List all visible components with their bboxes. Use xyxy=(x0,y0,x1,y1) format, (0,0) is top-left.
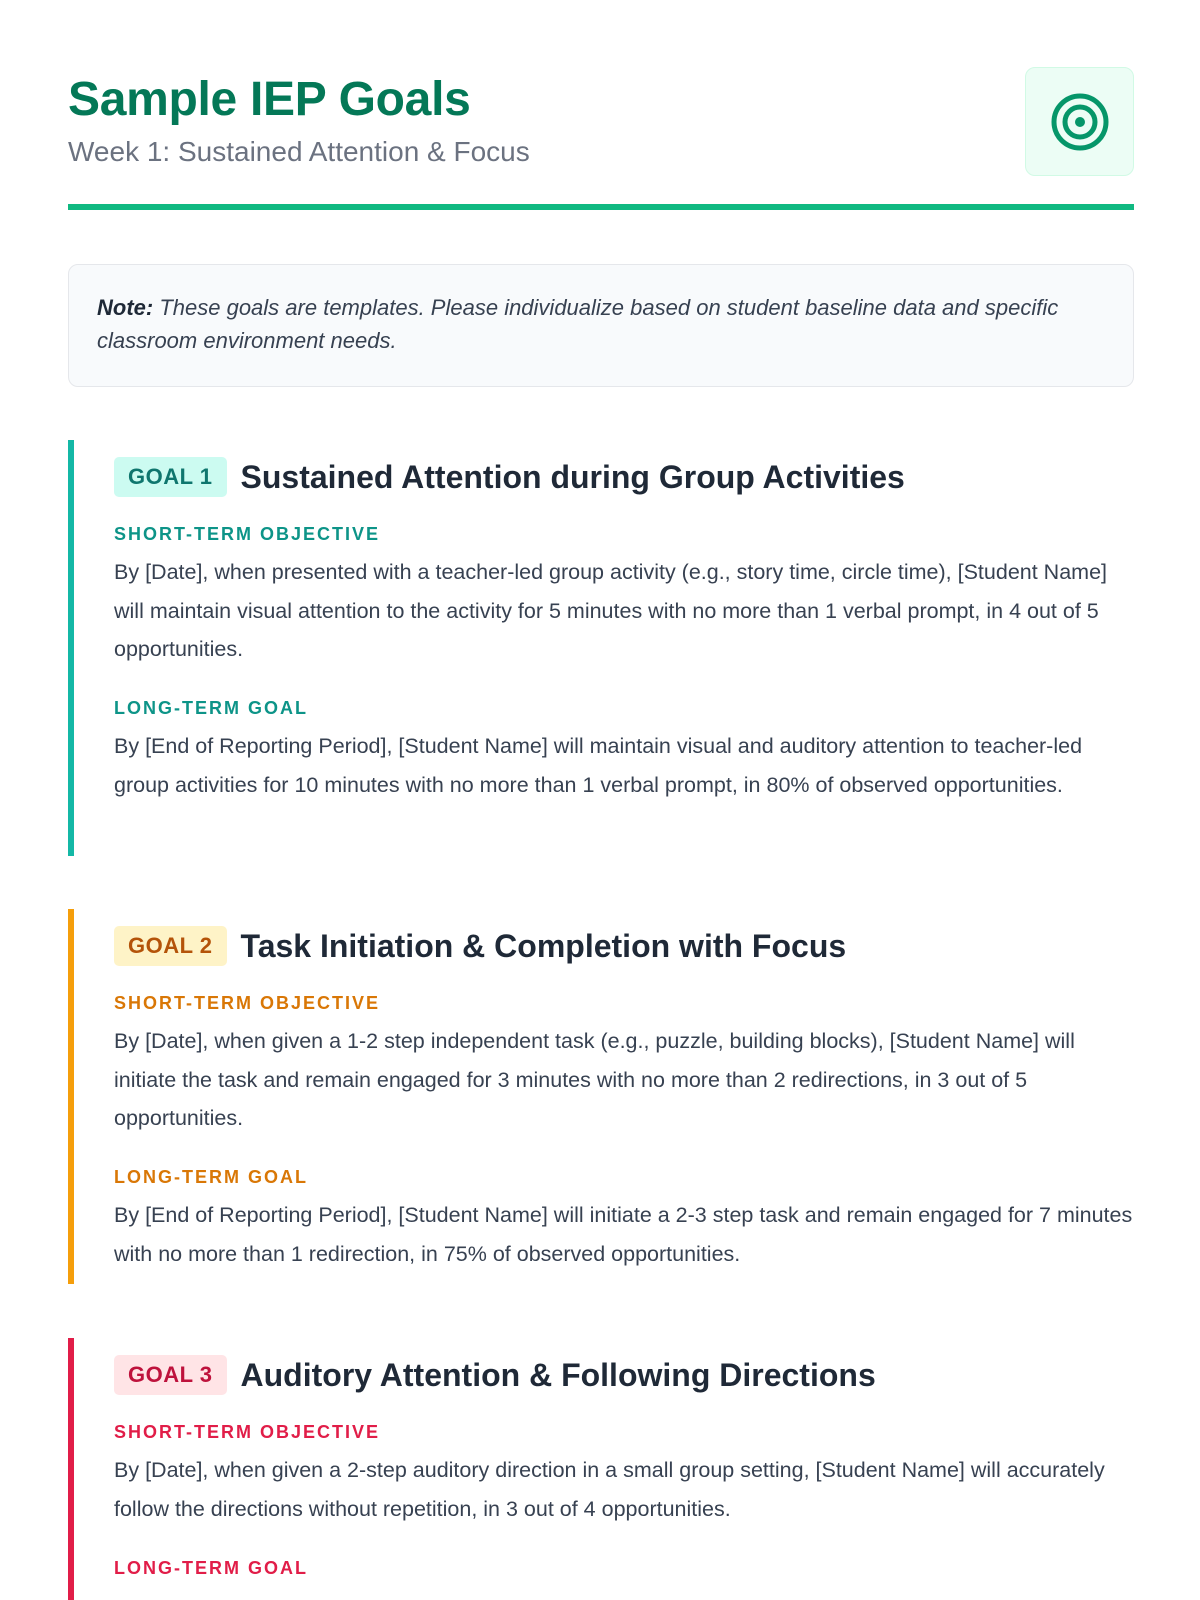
goal-accent-bar xyxy=(68,909,74,1284)
target-icon xyxy=(1048,90,1112,154)
short-term-label: SHORT-TERM OBJECTIVE xyxy=(114,1422,381,1442)
short-term-label: SHORT-TERM OBJECTIVE xyxy=(114,993,381,1013)
document-page xyxy=(68,0,1134,1578)
short-term-label: SHORT-TERM OBJECTIVE xyxy=(114,524,381,544)
page-subtitle: Week 1: Sustained Attention & Focus xyxy=(68,136,530,167)
long-term-text: By [End of Reporting Period], [Student Name] will initiate a 2-3 step task and remain engaged for 7 minutes with no more than 1 redirection, in 75% of observed opportunities. xyxy=(114,1203,1133,1266)
goal-badge: GOAL 3 xyxy=(114,1355,227,1395)
long-term-label: LONG-TERM GOAL xyxy=(114,1167,308,1187)
goal-card-2 xyxy=(68,909,1134,1284)
note-label: Note: xyxy=(97,295,154,320)
goal-header xyxy=(114,456,905,498)
short-term-text: By [Date], when given a 2-step auditory direction in a small group setting, [Student Name] will accurately follow the directions without repetition, in 3 out of 4 opportunities. xyxy=(114,1458,1105,1521)
goal-title: Sustained Attention during Group Activities xyxy=(240,458,905,495)
logo-badge xyxy=(1025,67,1134,176)
short-term-text: By [Date], when given a 1-2 step independent task (e.g., puzzle, building blocks), [Student Name] will initiate the task and remain engaged for 3 minutes with no more than 2 redirections, in 3 out of 5 opportunities. xyxy=(114,1029,1075,1130)
short-term-text: By [Date], when presented with a teacher-led group activity (e.g., story time, circle time), [Student Name] will maintain visual attention to the activity for 5 minutes with no more than 1 verbal prompt, in 4 out of 5 opportunities. xyxy=(114,560,1108,661)
goal-title: Auditory Attention & Following Directions xyxy=(240,1356,876,1393)
long-term-label: LONG-TERM GOAL xyxy=(114,1558,308,1578)
page-header xyxy=(68,0,1134,212)
goal-badge: GOAL 1 xyxy=(114,457,227,497)
goal-card-3 xyxy=(68,1338,1134,1600)
long-term-label: LONG-TERM GOAL xyxy=(114,698,308,718)
page-title: Sample IEP Goals xyxy=(68,73,471,126)
note-text: These goals are templates. Please individualize based on student baseline data and specific classroom environment needs. xyxy=(97,295,1059,353)
goal-badge: GOAL 2 xyxy=(114,926,227,966)
goal-title: Task Initiation & Completion with Focus xyxy=(240,927,847,964)
goal-card-1 xyxy=(68,440,1134,856)
goal-header xyxy=(114,1354,876,1396)
goal-accent-bar xyxy=(68,440,74,856)
header-divider xyxy=(68,204,1134,210)
note-box xyxy=(68,264,1134,387)
goal-accent-bar xyxy=(68,1338,74,1600)
long-term-text: By [End of Reporting Period], [Student Name] will maintain visual and auditory attention to teacher-led group activities for 10 minutes with no more than 1 verbal prompt, in 80% of observed opportunities. xyxy=(114,734,1083,797)
goal-header xyxy=(114,925,846,967)
